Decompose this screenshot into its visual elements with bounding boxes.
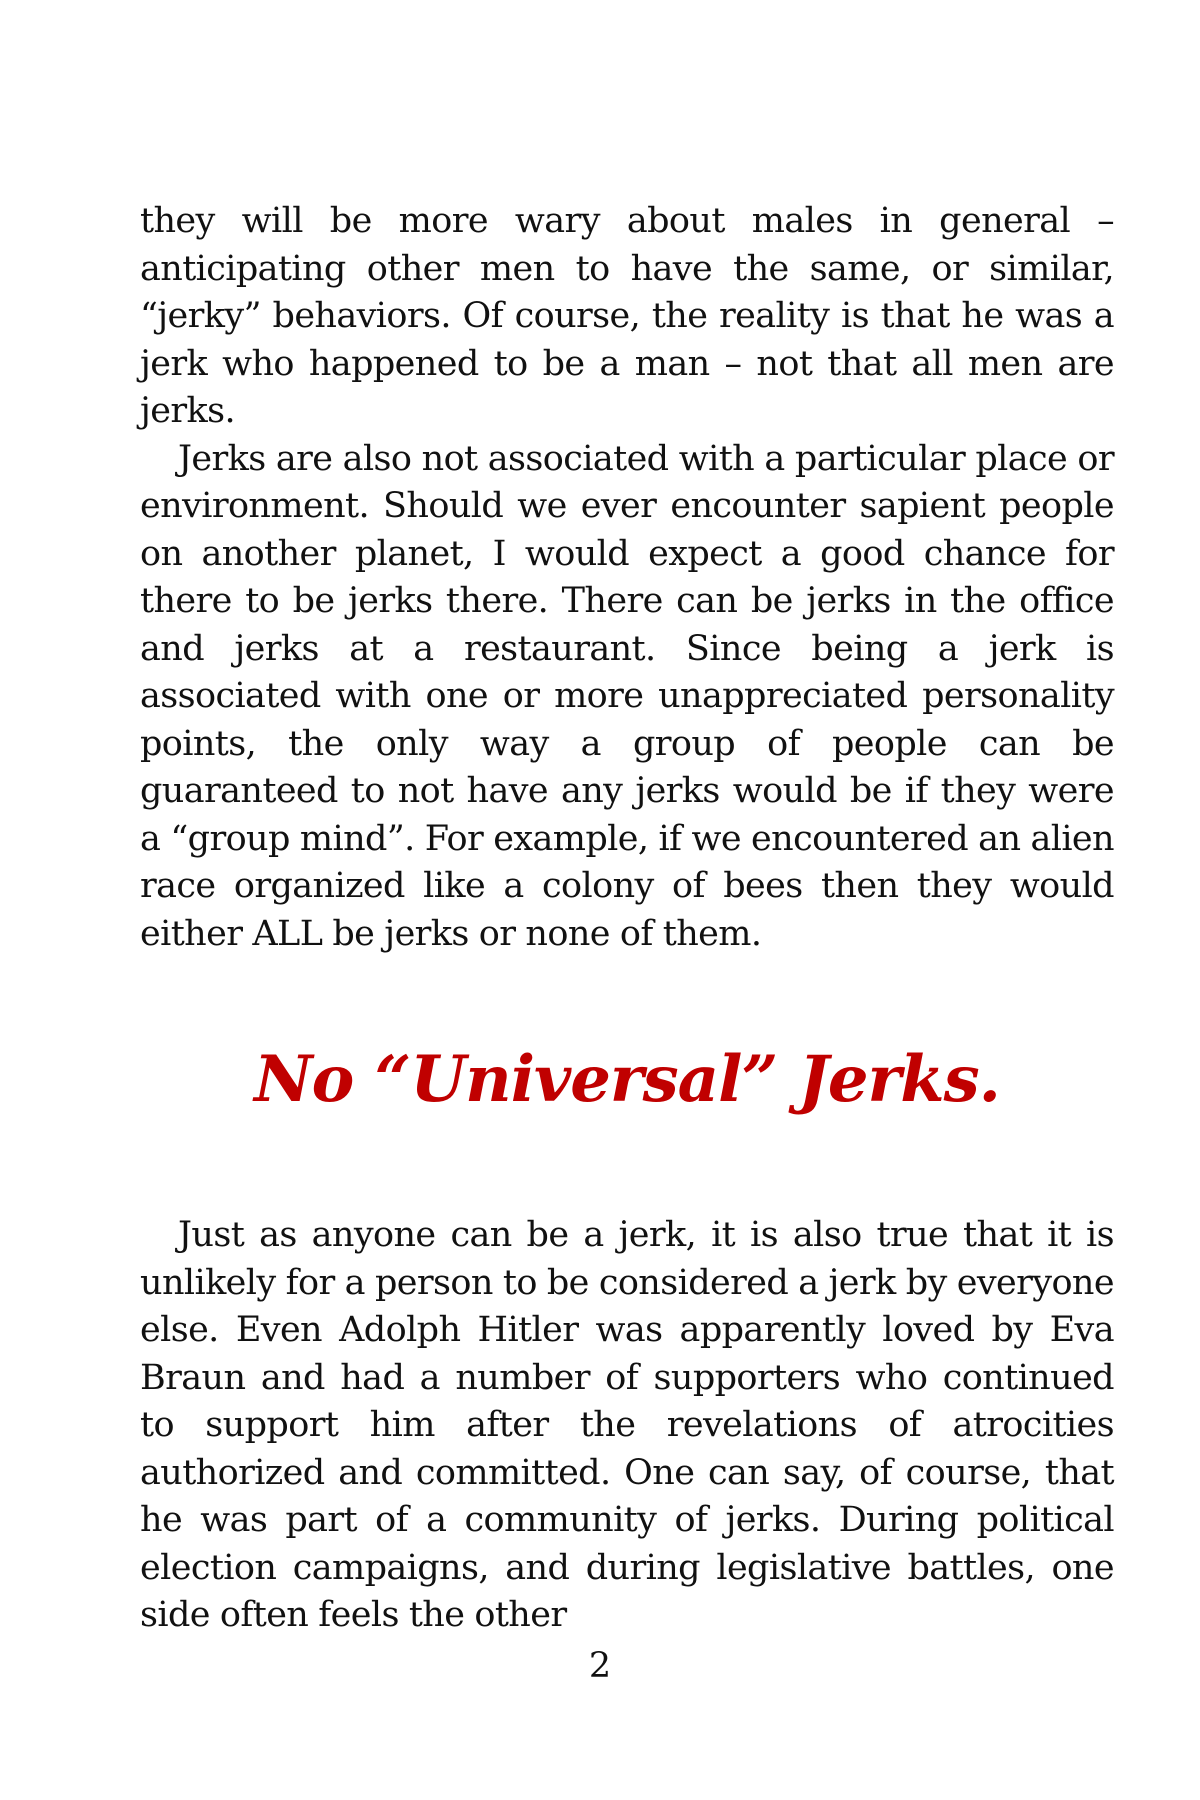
paragraph-continued: they will be more wary about males in general – anticipating other men to have the same, or similar, “jerky” behaviors. Of course, the reality is that he was a jerk who happened to be a man – not that all men are jerks. (140, 201, 1114, 431)
paragraph: Jerks are also not associated with a particular place or environment. Should we ever encounter sapient people on another planet, I would expect a good chance for there to be jerks there. There can be jerks in the office and jerks at a restaurant. Since being a jerk is associated with one or more unappreciated personality points, the only way a group of people can be guaranteed to not have any jerks would be if they were a “group mind”. For example, if we encountered an alien race organized like a colony of bees then they would either ALL be jerks or none of them. (140, 438, 1114, 954)
paragraph: Just as anyone can be a jerk, it is also true that it is unlikely for a person to be considered a jerk by everyone else. Even Adolph Hitler was apparently loved by Eva Braun and had a number of supporters who continued to support him after the revelations of atrocities authorized and committed. One can say, of course, that he was part of a community of jerks. During political election campaigns, and during legislative battles, one side often feels the other (140, 1215, 1114, 1635)
chapter-heading: No “Universal” Jerks. (254, 1042, 1000, 1117)
body-text-bottom (140, 1212, 1114, 1640)
page-number: 2 (588, 1646, 612, 1686)
body-text-top (140, 198, 1114, 958)
